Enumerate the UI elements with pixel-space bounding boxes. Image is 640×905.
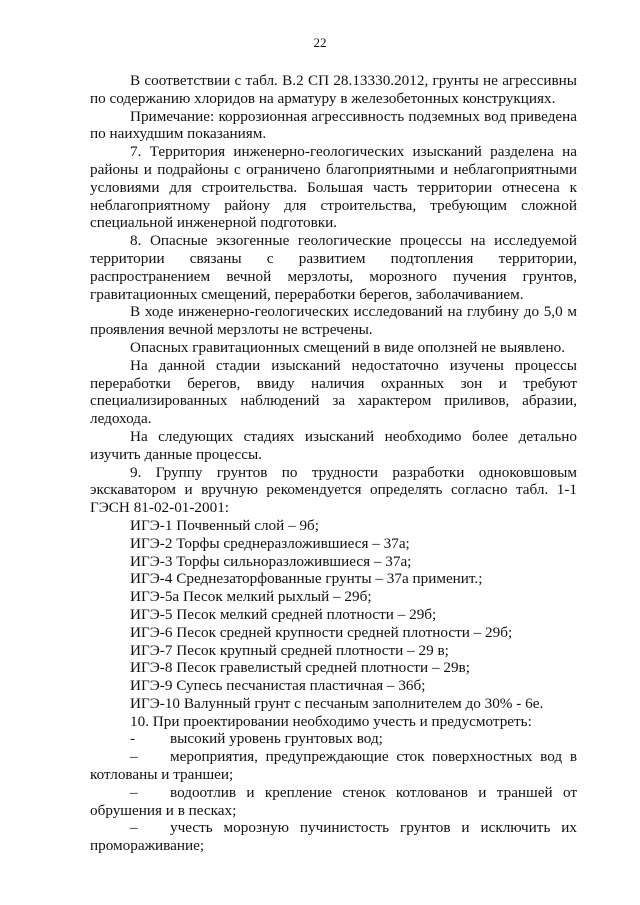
list-item: ИГЭ-6 Песок средней крупности средней плотности – 29б; — [130, 623, 513, 641]
dash-list-item — [90, 784, 577, 820]
paragraph-shore-processing: На данной стадии изысканий недостаточно изучены процессы переработки берегов, ввиду наличия охранных зон и требуют специализированных наблюдений за характером приливов, абразии, ледохода. — [90, 356, 577, 428]
dash-marker: – — [130, 748, 138, 766]
list-item: ИГЭ-5а Песок мелкий рыхлый – 29б; — [130, 588, 372, 606]
paragraph-next-stages: На следующих стадиях изысканий необходимо более детально изучить данные процессы. — [90, 427, 577, 463]
paragraph-chlorides: В соответствии с табл. В.2 СП 28.13330.2012, грунты не агрессивны по содержанию хлоридов на арматуру в железобетонных конструкциях. — [90, 72, 577, 107]
list-item: ИГЭ-10 Валунный грунт с песчаным заполнителем до 30% - 6е. — [130, 694, 544, 712]
list-item: ИГЭ-8 Песок гравелистый средней плотности – 29в; — [130, 659, 470, 677]
list-item: ИГЭ-4 Среднезаторфованные грунты – 37а применит.; — [130, 570, 483, 588]
dash-marker: – — [130, 819, 138, 837]
dash-marker: - — [130, 730, 136, 748]
dash-item-text: мероприятия, предупреждающие сток поверхностных вод в котлованы и траншеи; — [90, 748, 577, 784]
list-item: ИГЭ-5 Песок мелкий средней плотности – 29б; — [130, 605, 437, 623]
dash-marker: – — [130, 783, 138, 801]
dash-list — [90, 730, 577, 855]
list-item: ИГЭ-1 Почвенный слой – 9б; — [130, 516, 320, 534]
dash-list-item — [90, 748, 577, 784]
page-number: 22 — [313, 35, 327, 50]
dash-list-item — [90, 819, 577, 855]
dash-item-text: учесть морозную пучинистость грунтов и исключить их промораживание; — [90, 819, 577, 855]
paragraph-note: Примечание: коррозионная агрессивность подземных вод приведена по наихудшим показаниям. — [90, 107, 577, 143]
dash-item-text: высокий уровень грунтовых вод; — [170, 730, 383, 748]
list-item: ИГЭ-3 Торфы сильноразложившиеся – 37а; — [130, 552, 412, 570]
ige-list — [90, 517, 577, 713]
dash-list-item — [90, 730, 577, 748]
paragraph-permafrost: В ходе инженерно-геологических исследований на глубину до 5,0 м проявления вечной мерзлоты не встречены. — [90, 303, 577, 339]
list-item: ИГЭ-2 Торфы среднеразложившиеся – 37а; — [130, 534, 410, 552]
paragraph-landslides: Опасных гравитационных смещений в виде оползней не выявлено. — [130, 338, 565, 356]
paragraph-item-9: 9. Группу грунтов по трудности разработки одноковшовым экскаватором и вручную рекомендуется определять согласно табл. 1-1 ГЭСН 81-02-01-2001: — [90, 463, 577, 517]
dash-item-text: водоотлив и крепление стенок котлованов и траншей от обрушения и в песках; — [90, 783, 577, 819]
paragraph-item-7: 7. Территория инженерно-геологических изысканий разделена на районы и подрайоны с ограничено благоприятными и неблагоприятными условиями для строительства. Большая часть территории отнесена к неблагоприятному району для строительства, требующим сложной специальной инженерной подготовки. — [90, 143, 577, 232]
paragraph-item-8: 8. Опасные экзогенные геологические процессы на исследуемой территории связаны с развитием подтопления территории, распространением вечной мерзлоты, морозного пучения грунтов, гравитационных смещений, переработки берегов, заболачиванием. — [90, 232, 577, 303]
document-body — [90, 72, 577, 855]
list-item: ИГЭ-7 Песок крупный средней плотности – 29 в; — [130, 641, 449, 659]
list-item: ИГЭ-9 Супесь песчанистая пластичная – 36б; — [130, 677, 426, 695]
paragraph-item-10: 10. При проектировании необходимо учесть и предусмотреть: — [130, 712, 532, 730]
